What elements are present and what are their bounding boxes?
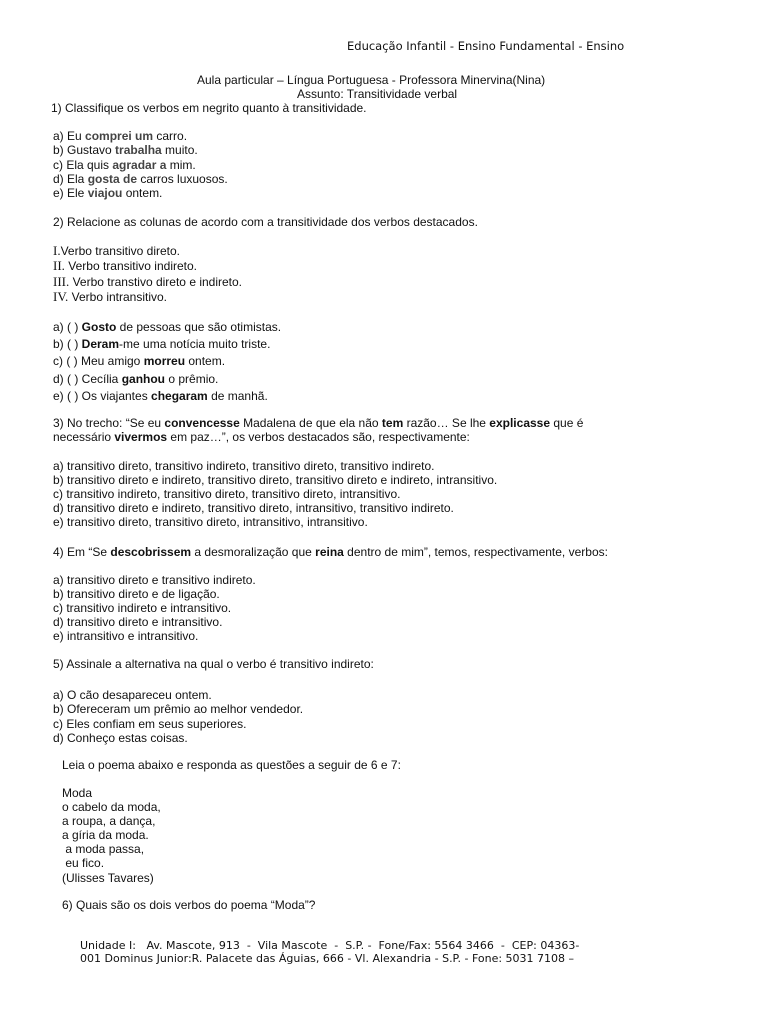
- question-4-text: 4) Em “Se descobrissem a desmoralização que reina dentro de mim”, temos, respectivamente, verbos:: [53, 545, 608, 559]
- list-item: b) transitivo direto e de ligação.: [53, 587, 220, 601]
- footer-line-1: Unidade I: Av. Mascote, 913 - Vila Mascote - S.P. - Fone/Fax: 5564 3466 - CEP: 04363-: [80, 939, 580, 952]
- list-item: e) intransitivo e intransitivo.: [53, 629, 199, 643]
- footer-line-2: 001 Dominus Junior:R. Palacete das Águias, 666 - Vl. Alexandria - S.P. - Fone: 5031 7108 –: [80, 952, 575, 965]
- list-item: c) Eles confiam em seus superiores.: [53, 716, 247, 731]
- list-item: b) transitivo direto e indireto, transitivo direto, transitivo direto e indireto, intransitivo.: [53, 473, 498, 487]
- poem-line: a moda passa,: [62, 842, 145, 857]
- poem-author: (Ulisses Tavares): [62, 870, 154, 885]
- question-1-items: [53, 129, 228, 200]
- list-item: c) transitivo indireto e intransitivo.: [53, 601, 232, 615]
- poem: [62, 786, 161, 885]
- question-3-line-2: necessário vivermos em paz…”, os verbos destacados são, respectivamente:: [53, 430, 470, 444]
- poem-intro: Leia o poema abaixo e responda as questões a seguir de 6 e 7:: [62, 758, 401, 772]
- list-item: b) ( ) Deram-me uma notícia muito triste.: [53, 337, 271, 352]
- question-1: [51, 101, 367, 115]
- page-subject: Assunto: Transitividade verbal: [297, 87, 458, 101]
- question-2-text: 2) Relacione as colunas de acordo com a transitividade dos verbos destacados.: [53, 215, 478, 229]
- list-item: b) Ofereceram um prêmio ao melhor vendedor.: [53, 702, 304, 717]
- list-item: I.Verbo transitivo direto.: [53, 243, 180, 258]
- list-item: d) transitivo direto e intransitivo.: [53, 615, 223, 629]
- list-item: d) Ela gosta de carros luxuosos.: [53, 171, 228, 186]
- question-2-types: [53, 244, 242, 305]
- list-item: c) transitivo indireto, transitivo direto, transitivo direto, intransitivo.: [53, 487, 401, 501]
- list-item: a) O cão desapareceu ontem.: [53, 688, 212, 702]
- list-item: d) Conheço estas coisas.: [53, 730, 188, 745]
- list-item: b) Gustavo trabalha muito.: [53, 143, 198, 158]
- list-item: d) transitivo direto e indireto, transitivo direto, intransitivo, transitivo indireto.: [53, 501, 454, 515]
- question-6-text: 6) Quais são os dois verbos do poema “Moda”?: [62, 898, 316, 912]
- list-item: a) transitivo direto e transitivo indireto.: [53, 573, 256, 587]
- list-item: c) ( ) Meu amigo morreu ontem.: [53, 354, 226, 369]
- list-item: d) ( ) Cecília ganhou o prêmio.: [53, 371, 219, 386]
- question-4-options: [53, 573, 256, 643]
- poem-line: o cabelo da moda,: [62, 800, 161, 815]
- question-5-options: [53, 688, 303, 745]
- poem-line: a gíria da moda.: [62, 828, 149, 843]
- question-3-line-1: 3) No trecho: “Se eu convencesse Madalena de que ela não tem razão… Se lhe explicasse que é: [53, 416, 584, 430]
- question-3-options: [53, 459, 497, 529]
- poem-title: Moda: [62, 786, 93, 800]
- list-item: III. Verbo transtivo direto e indireto.: [53, 273, 243, 289]
- list-item: IV. Verbo intransitivo.: [53, 288, 168, 304]
- list-item: a) Eu comprei um carro.: [53, 129, 188, 143]
- poem-line: eu fico.: [62, 856, 105, 871]
- list-item: a) transitivo direto, transitivo indireto, transitivo direto, transitivo indireto.: [53, 459, 435, 473]
- question-2-items: [53, 320, 281, 406]
- question-5-text: 5) Assinale a alternativa na qual o verbo é transitivo indireto:: [53, 657, 374, 671]
- list-item: e) transitivo direto, transitivo direto, intransitivo, intransitivo.: [53, 515, 368, 529]
- poem-line: a roupa, a dança,: [62, 814, 156, 829]
- list-item: e) Ele viajou ontem.: [53, 186, 163, 201]
- question-1-number: 1): [51, 101, 62, 115]
- list-item: a) ( ) Gosto de pessoas que são otimistas.: [53, 320, 282, 334]
- list-item: II. Verbo transitivo indireto.: [53, 258, 197, 274]
- list-item: e) ( ) Os viajantes chegaram de manhã.: [53, 388, 268, 403]
- header-schools: Educação Infantil - Ensino Fundamental - Ensino: [347, 39, 625, 53]
- question-1-text: Classifique os verbos em negrito quanto à transitividade.: [65, 101, 367, 115]
- list-item: c) Ela quis agradar a mim.: [53, 157, 196, 172]
- page-title: Aula particular – Língua Portuguesa - Professora Minervina(Nina): [197, 73, 546, 87]
